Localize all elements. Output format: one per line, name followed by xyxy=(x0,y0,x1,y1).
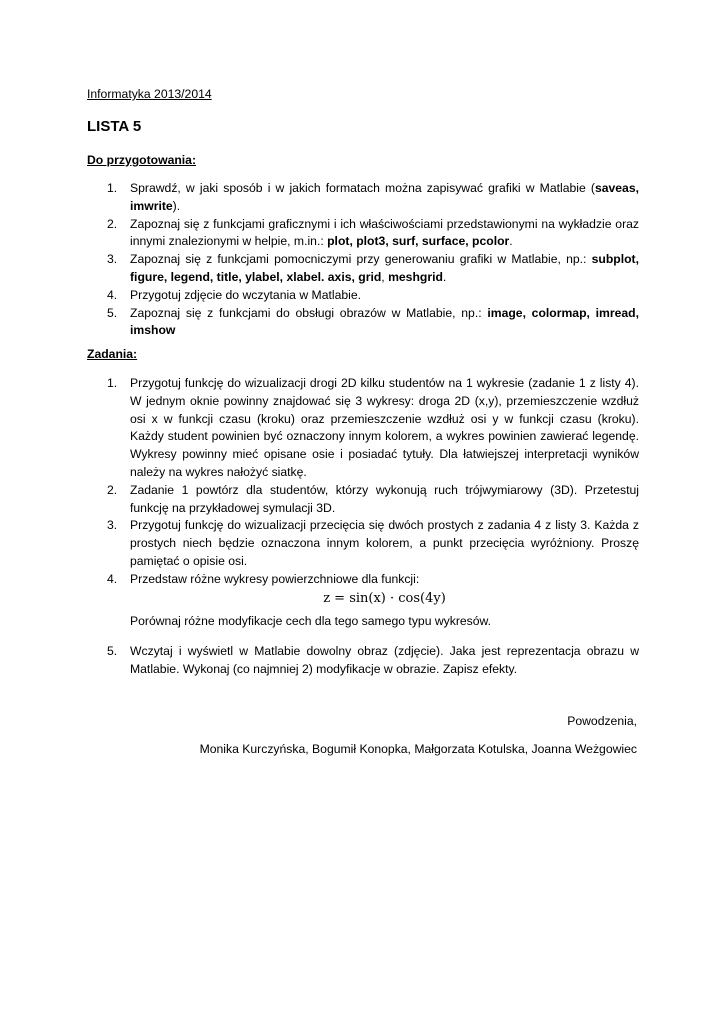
list-item: 5. Wczytaj i wyświetl w Matlabie dowolny obraz (zdjęcie). Jaka jest reprezentacja obrazu w Matlabie. Wykonaj (co najmniej 2) modyfikacje w obrazie. Zapisz efekty. xyxy=(107,644,639,676)
list-item: 4. Przedstaw różne wykresy powierzchniowe dla funkcji: z = sin(x) · cos(4y) xyxy=(87,571,639,608)
bold-term: subplot, figure, legend, title, ylabel, xlabel. axis, grid xyxy=(130,252,639,284)
list-item: 5. Zapoznaj się z funkcjami do obsługi obrazów w Matlabie, np.: image, colormap, imread, imshow xyxy=(107,305,639,338)
bold-term: meshgrid xyxy=(388,269,443,284)
tasks-heading: Zadania: xyxy=(87,347,138,361)
list-item: 2. Zapoznaj się z funkcjami graficznymi i ich właściwościami przedstawionymi na wykładzie oraz innymi znalezionymi w helpie, m.in.: plot, plot3, surf, surface, pcolor. xyxy=(107,216,639,249)
item-text: Przygotuj funkcję do wizualizacji przecięcia się dwóch prostych z zadania 4 z listy 3. Każda z prostych niech będzie oznaczona innym kolorem, a punkt przecięcia wyróżniony. Proszę pamiętać o opisie osi. xyxy=(130,518,639,568)
text-run: . xyxy=(509,234,513,249)
text-run: . xyxy=(442,269,447,284)
bold-term: image, colormap, imread, imshow xyxy=(130,305,639,338)
text-run: Zapoznaj się z funkcjami pomocniczymi przy generowaniu grafiki w Matlabie, np.: xyxy=(130,252,592,267)
preparation-heading: Do przygotowania: xyxy=(87,153,197,167)
item-text: Wczytaj i wyświetl w Matlabie dowolny obraz (zdjęcie). Jaka jest reprezentacja obrazu w Matlabie. Wykonaj (co najmniej 2) modyfikacje w obrazie. Zapisz efekty. xyxy=(130,644,639,676)
text-run: Sprawdź, w jaki sposób i w jakich formatach można zapisywać grafiki w Matlabie ( xyxy=(130,181,595,195)
list-item: 2. Zadanie 1 powtórz dla studentów, którzy wykonują ruch trójwymiarowy (3D). Przetestuj funkcję na przykładowej symulacji 3D. xyxy=(107,482,639,515)
preparation-list xyxy=(87,180,639,340)
formula: z = sin(x) · cos(4y) xyxy=(323,590,446,606)
bold-term: saveas, imwrite xyxy=(130,181,639,213)
tasks-list xyxy=(87,375,639,679)
item-text: Zadanie 1 powtórz dla studentów, którzy wykonują ruch trójwymiarowy (3D). Przetestuj funkcję na przykładowej symulacji 3D. xyxy=(130,482,639,515)
course-header: Informatyka 2013/2014 xyxy=(87,87,212,101)
list-item: 1. Przygotuj funkcję do wizualizacji drogi 2D kilku studentów na 1 wykresie (zadanie 1 z listy 4). W jednym oknie powinny znajdować się 3 wykresy: droga 2D (x,y), przemieszczenie wzdłuż osi x w funkcji czasu (kroku) oraz przemieszczenie wzdłuż osi y w funkcji czasu (kroku). Każdy student powinien być oznaczony innym kolorem, a wykres powinien zawierać legendę. Wykresy powinny mieć opisane osie i posiadać tytuły. Dla łatwiejszej interpretacji wyników należy na wykres nałożyć siatkę. xyxy=(107,376,639,479)
bold-term: plot, plot3, surf, surface, pcolor xyxy=(327,234,510,249)
list-item: 4. Przygotuj zdjęcie do wczytania w Matlabie. xyxy=(107,287,361,302)
item-text xyxy=(130,288,361,302)
list-item: 3. Przygotuj funkcję do wizualizacji przecięcia się dwóch prostych z zadania 4 z listy 3. Każda z prostych niech będzie oznaczona innym kolorem, a punkt przecięcia wyróżniony. Proszę pamiętać o opisie osi. xyxy=(107,518,639,568)
item-text: Przygotuj funkcję do wizualizacji drogi 2D kilku studentów na 1 wykresie (zadanie 1 z listy 4). W jednym oknie powinny znajdować się 3 wykresy: droga 2D (x,y), przemieszczenie wzdłuż osi x w funkcji czasu (kroku) oraz przemieszczenie wzdłuż osi y w funkcji czasu (kroku). Każdy student powinien być oznaczony innym kolorem, a wykres powinien zawierać legendę. Wykresy powinny mieć opisane osie i posiadać tytuły. Dla łatwiejszej interpretacji wyników należy na wykres nałożyć siatkę. xyxy=(130,376,639,479)
list-item: 3. Zapoznaj się z funkcjami pomocniczymi przy generowaniu grafiki w Matlabie, np.: subplot, figure, legend, title, ylabel, xlabel. axis, grid, meshgrid. xyxy=(107,252,639,284)
text-run: ). xyxy=(172,198,181,213)
greeting: Powodzenia, xyxy=(567,714,637,728)
text-run: , xyxy=(381,269,389,284)
page-title: LISTA 5 xyxy=(87,118,142,135)
text-run: Zapoznaj się z funkcjami do obsługi obrazów w Matlabie, np.: xyxy=(130,305,488,320)
text-run: Zapoznaj się z funkcjami graficznymi i ich właściwościami przedstawionymi na wykładzie oraz innymi znalezionymi w helpie, m.in.: xyxy=(130,216,639,249)
task-note: Porównaj różne modyfikacje cech dla tego samego typu wykresów. xyxy=(130,614,492,629)
item-text xyxy=(130,181,639,213)
item-text xyxy=(130,252,639,284)
item-text: Przedstaw różne wykresy powierzchniowe dla funkcji: xyxy=(130,571,420,586)
text-run: Przygotuj zdjęcie do wczytania w Matlabie. xyxy=(130,287,361,302)
authors: Monika Kurczyńska, Bogumił Konopka, Małgorzata Kotulska, Joanna Weżgowiec xyxy=(199,742,637,756)
item-text xyxy=(130,306,639,338)
item-text xyxy=(130,217,639,249)
list-item: 1. Sprawdź, w jaki sposób i w jakich formatach można zapisywać grafiki w Matlabie (saveas, imwrite). xyxy=(107,181,639,213)
